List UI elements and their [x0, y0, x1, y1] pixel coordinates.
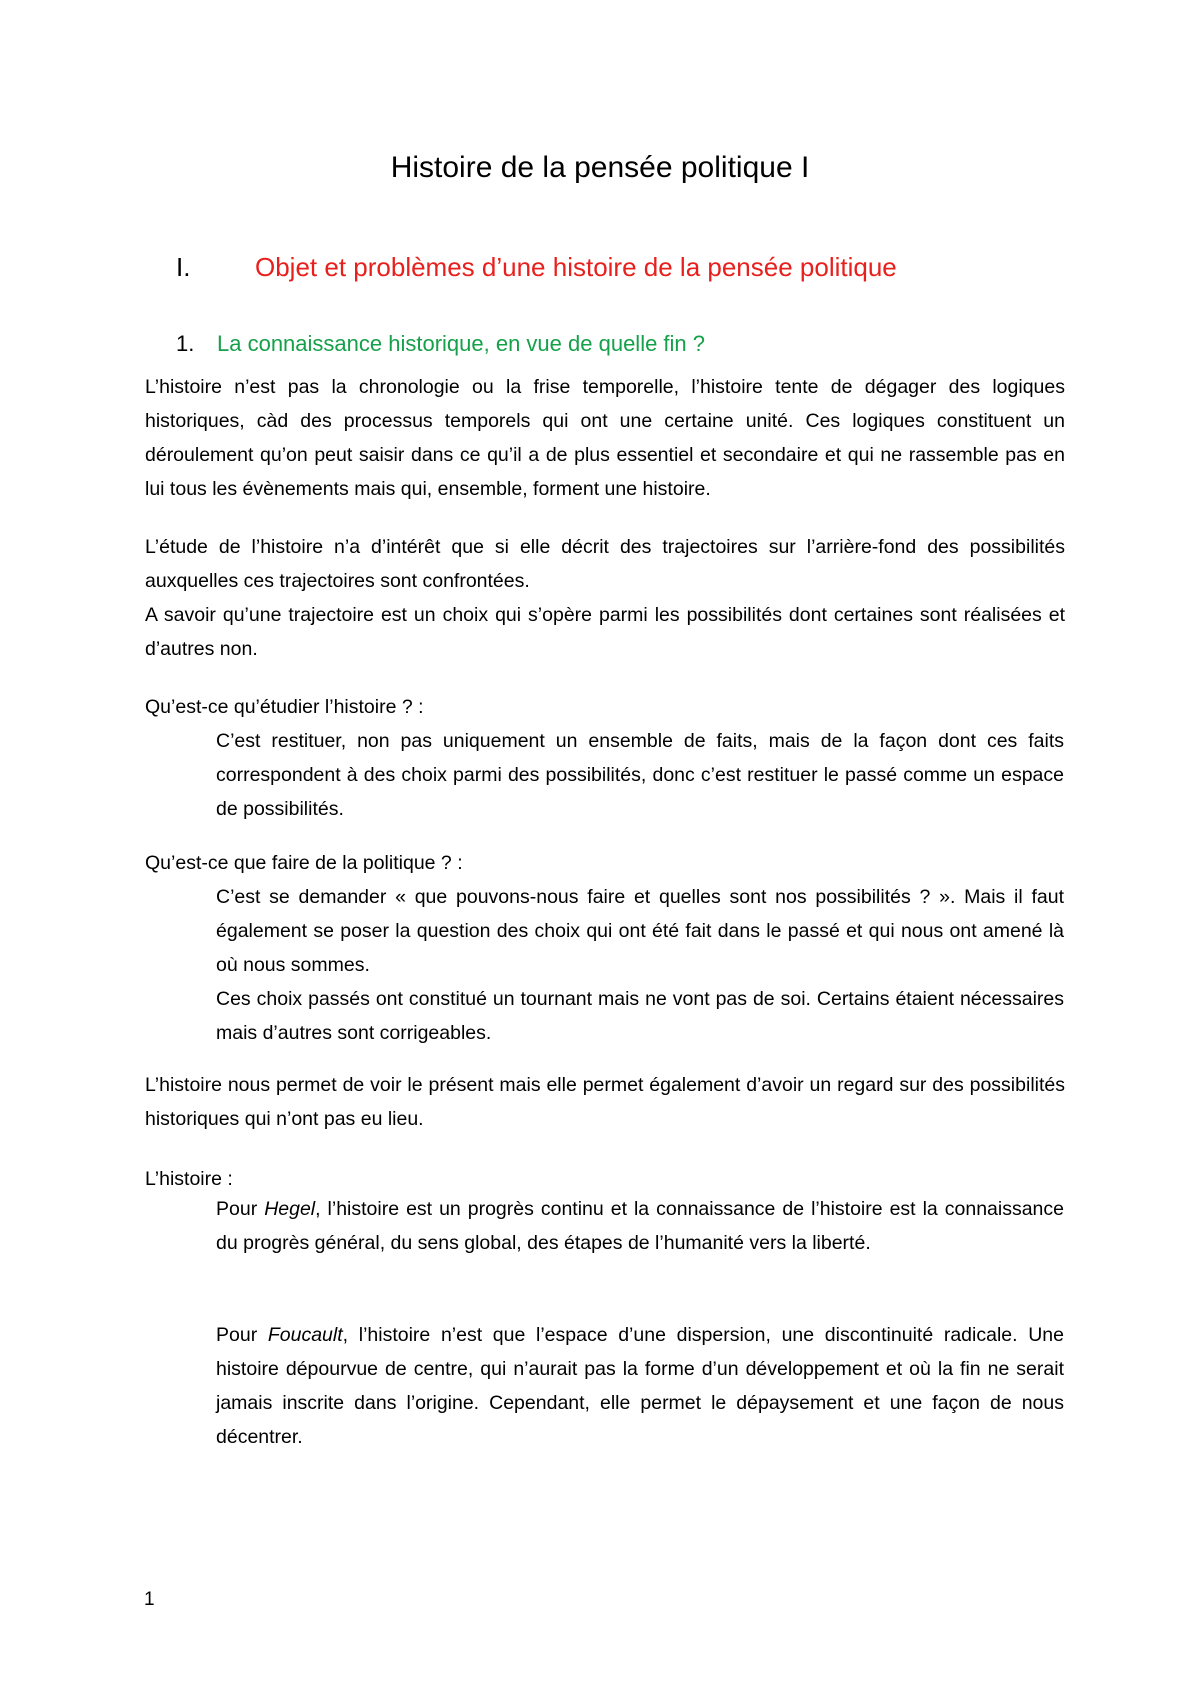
question-label: Qu’est-ce qu’étudier l’histoire ? : — [145, 696, 424, 718]
foucault-paragraph — [216, 1318, 1064, 1454]
history-heading — [145, 1162, 1065, 1196]
section-title: Objet et problèmes d’une histoire de la pensée politique — [255, 252, 897, 282]
answer-block — [216, 724, 1064, 826]
foucault-lead: Pour — [216, 1324, 268, 1346]
foucault-block — [216, 1318, 1064, 1454]
paragraph: L’étude de l’histoire n’a d’intérêt que si elle décrit des trajectoires sur l’arrière-fond des possibilités auxquelles ces trajectoires sont confrontées. — [145, 536, 1065, 592]
section-heading — [176, 251, 897, 283]
answer-paragraph: C’est restituer, non pas uniquement un ensemble de faits, mais de la façon dont ces faits correspondent à des choix parmi des possibilités, donc c’est restituer le passé comme un espace de possibilités. — [216, 730, 1064, 820]
paragraph: A savoir qu’une trajectoire est un choix qui s’opère parmi les possibilités dont certaines sont réalisées et d’autres non. — [145, 604, 1065, 660]
question-heading — [145, 690, 1065, 724]
hegel-paragraph — [216, 1192, 1064, 1260]
history-label: L’histoire : — [145, 1168, 233, 1190]
answer-paragraph: C’est se demander « que pouvons-nous faire et quelles sont nos possibilités ? ». Mais il faut également se poser la question des choix qui ont été fait dans le passé et qui nous ont amené là où nous sommes. — [216, 886, 1064, 976]
page-title: Histoire de la pensée politique I — [390, 151, 810, 184]
answer-block — [216, 880, 1064, 1050]
subsection-heading — [176, 330, 705, 358]
answer-paragraph: Ces choix passés ont constitué un tournant mais ne vont pas de soi. Certains étaient nécessaires mais d’autres sont corrigeables. — [216, 988, 1064, 1044]
foucault-text: , l’histoire n’est que l’espace d’une dispersion, une discontinuité radicale. Une histoire dépourvue de centre, qui n’aurait pas la forme d’un développement et où la fin ne serait jamais inscrite dans l’origine. Cependant, elle permet le dépaysement et une façon de nous décentrer. — [216, 1324, 1064, 1448]
hegel-name: Hegel — [264, 1198, 316, 1220]
page-number: 1 — [144, 1589, 155, 1610]
hegel-lead: Pour — [216, 1198, 265, 1220]
paragraph: L’histoire n’est pas la chronologie ou la frise temporelle, l’histoire tente de dégager des logiques historiques, càd des processus temporels qui ont une certaine unité. Ces logiques constituent un déroulement qu’on peut saisir dans ce qu’il a de plus essentiel et secondaire et qui ne rassemble pas en lui tous les évènements mais qui, ensemble, forment une histoire. — [145, 376, 1065, 500]
question-heading — [145, 846, 1065, 880]
hegel-block — [216, 1192, 1064, 1260]
question-label: Qu’est-ce que faire de la politique ? : — [145, 852, 463, 874]
subsection-title: La connaissance historique, en vue de quelle fin ? — [217, 331, 706, 356]
paragraph-block — [145, 530, 1065, 666]
foucault-name: Foucault — [267, 1324, 343, 1346]
paragraph-block — [145, 1068, 1065, 1136]
paragraph-block — [145, 370, 1065, 506]
section-number: I. — [176, 252, 191, 282]
subsection-number: 1. — [176, 331, 195, 356]
hegel-text: , l’histoire est un progrès continu et la connaissance de l’histoire est la connaissance du progrès général, du sens global, des étapes de l’humanité vers la liberté. — [216, 1198, 1064, 1254]
paragraph: L’histoire nous permet de voir le présent mais elle permet également d’avoir un regard sur des possibilités historiques qui n’ont pas eu lieu. — [145, 1074, 1065, 1130]
